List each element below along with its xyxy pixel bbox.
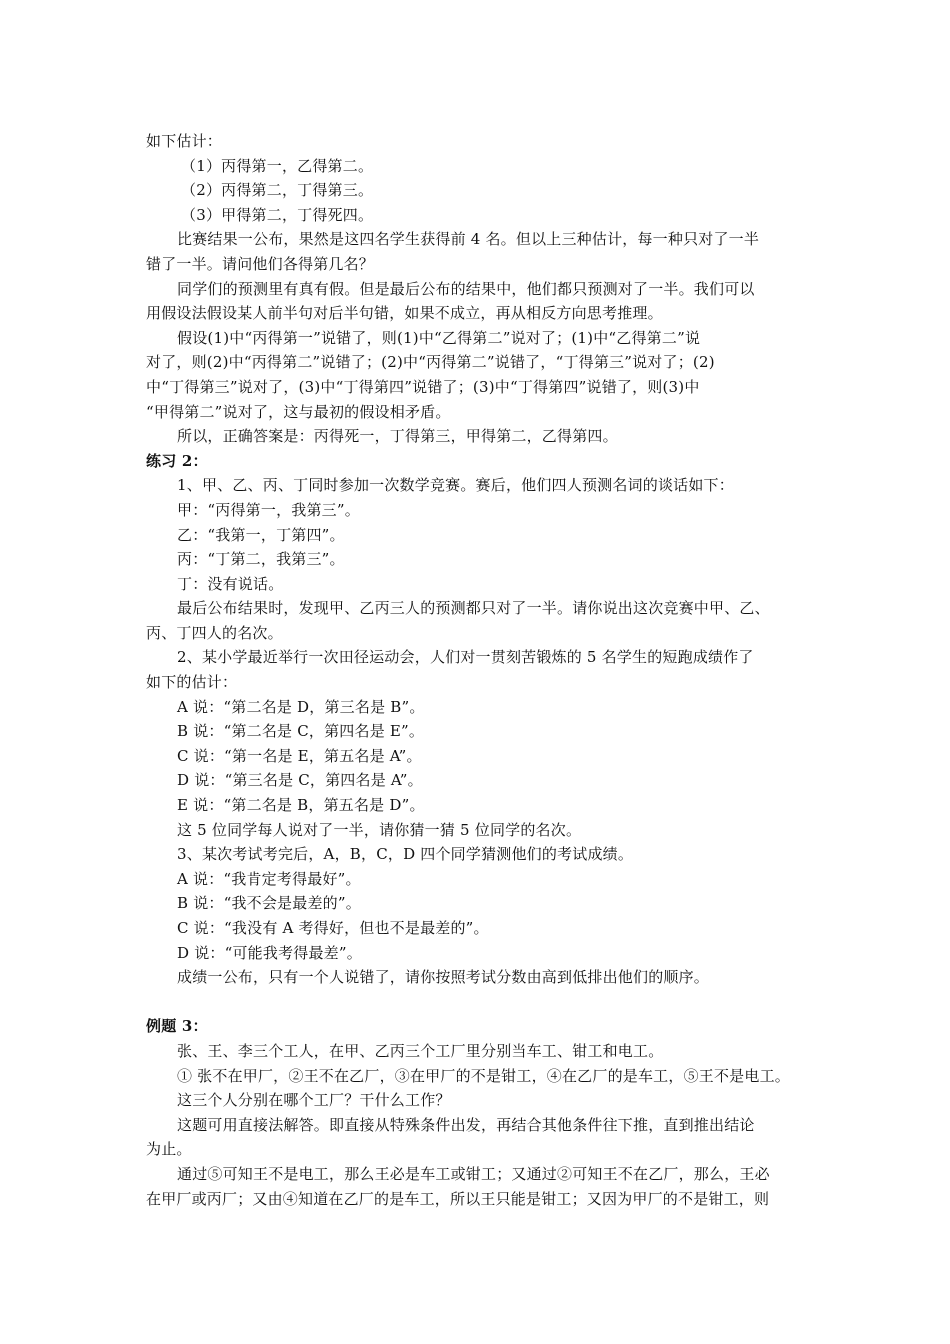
q1-statement: 乙：“我第一，丁第四”。 xyxy=(177,525,345,544)
paragraph-line: 假设(1)中“丙得第一”说错了，则(1)中“乙得第二”说对了；(1)中“乙得第二”说 xyxy=(177,328,701,347)
q1-ask: 最后公布结果时，发现甲、乙丙三人的预测都只对了一半。请你说出这次竞赛中甲、乙、 xyxy=(177,599,770,618)
paragraph-line: 同学们的预测里有真有假。但是最后公布的结果中，他们都只预测对了一半。我们可以 xyxy=(177,279,755,298)
q3-statement: D 说：“可能我考得最差”。 xyxy=(177,943,362,962)
guess-2: （2）丙得第二，丁得第三。 xyxy=(181,181,374,200)
q2-statement: B 说：“第二名是 C，第四名是 E”。 xyxy=(177,722,425,741)
q1-statement: 丙：“丁第二，我第三”。 xyxy=(177,550,345,569)
q1-intro: 1、甲、乙、丙、丁同时参加一次数学竞赛。赛后，他们四人预测名词的谈话如下： xyxy=(177,476,734,495)
section1-intro: 如下估计： xyxy=(146,132,223,150)
q3-statement: A 说：“我肯定考得最好”。 xyxy=(177,869,361,888)
q3-statement: C 说：“我没有 A 考得好，但也不是最差的”。 xyxy=(177,919,489,937)
q1-statement: 丁：没有说话。 xyxy=(177,574,284,593)
paragraph-line: 错了一半。请问他们各得第几名？ xyxy=(146,254,375,273)
q3-intro: 3、某次考试考完后，A，B，C，D 四个同学猜测他们的考试成绩。 xyxy=(177,845,634,864)
paragraph-line: 中“丁得第三”说对了，(3)中“丁得第四”说错了；(3)中“丁得第四”说错了，则(3)中 xyxy=(146,377,700,396)
paragraph-line: “甲得第二”说对了，这与最初的假设相矛盾。 xyxy=(146,402,451,421)
guess-3: （3）甲得第二，丁得死四。 xyxy=(181,205,374,224)
example3-conditions: ① 张不在甲厂，②王不在乙厂，③在甲厂的不是钳工，④在乙厂的是车工，⑤王不是电工。 xyxy=(177,1066,790,1085)
q2-intro: 2、某小学最近举行一次田径运动会，人们对一贯刻苦锻炼的 5 名学生的短跑成绩作了 xyxy=(177,648,754,667)
q3-ask: 成绩一公布，只有一个人说错了，请你按照考试分数由高到低排出他们的顺序。 xyxy=(177,968,710,987)
example3-line: 张、王、李三个工人，在甲、乙丙三个工厂里分别当车工、钳工和电工。 xyxy=(177,1041,664,1060)
example3-heading: 例题 3： xyxy=(146,1017,208,1036)
q2-intro: 如下的估计： xyxy=(146,673,238,692)
example3-line: 在甲厂或丙厂；又由④知道在乙厂的是车工，所以王只能是钳工；又因为甲厂的不是钳工，则 xyxy=(146,1189,770,1208)
q2-statement: E 说：“第二名是 B，第五名是 D”。 xyxy=(177,796,425,815)
answer-line: 所以，正确答案是：丙得死一，丁得第三，甲得第二，乙得第四。 xyxy=(177,427,618,446)
q1-statement: 甲：“丙得第一，我第三”。 xyxy=(177,500,360,519)
exercise2-heading: 练习 2： xyxy=(146,451,208,470)
q2-statement: A 说：“第二名是 D，第三名是 B”。 xyxy=(177,697,425,716)
guess-1: （1）丙得第一，乙得第二。 xyxy=(181,156,374,175)
example3-line: 为止。 xyxy=(146,1140,192,1159)
q1-ask: 丙、丁四人的名次。 xyxy=(146,623,283,642)
q2-statement: D 说：“第三名是 C，第四名是 A”。 xyxy=(177,771,423,790)
example3-line: 通过⑤可知王不是电工，那么王必是车工或钳工；又通过②可知王不在乙厂，那么，王必 xyxy=(177,1164,770,1183)
paragraph-line: 对了，则(2)中“丙得第二”说错了；(2)中“丙得第二”说错了，“丁得第三”说对了；(2) xyxy=(146,353,715,372)
paragraph-line: 比赛结果一公布，果然是这四名学生获得前 4 名。但以上三种估计，每一种只对了一半 xyxy=(177,230,760,249)
document-page xyxy=(146,129,814,1211)
q2-ask: 这 5 位同学每人说对了一半，请你猜一猜 5 位同学的名次。 xyxy=(177,820,582,839)
paragraph-line: 用假设法假设某人前半句对后半句错，如果不成立，再从相反方向思考推理。 xyxy=(146,304,663,323)
example3-line: 这题可用直接法解答。即直接从特殊条件出发，再结合其他条件往下推，直到推出结论 xyxy=(177,1115,755,1134)
blank-line xyxy=(146,990,814,1015)
q3-statement: B 说：“我不会是最差的”。 xyxy=(177,894,361,913)
q2-statement: C 说：“第一名是 E，第五名是 A”。 xyxy=(177,746,422,765)
example3-question: 这三个人分别在哪个工厂？干什么工作？ xyxy=(177,1091,451,1110)
